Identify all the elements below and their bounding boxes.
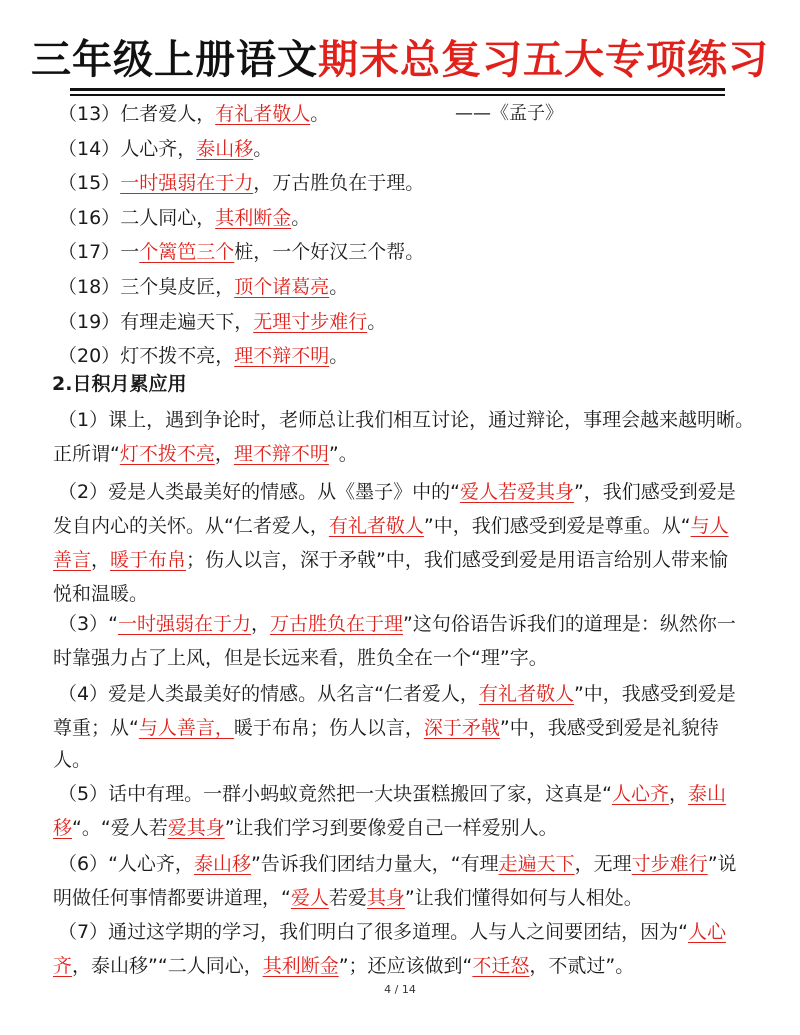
answer-blank: 不迁怒 (472, 955, 530, 977)
proverb-text: 桩，一个好汉三个帮。 (234, 241, 425, 264)
title-underline (70, 88, 725, 91)
answer-blank: 人心齐 (611, 783, 669, 805)
proverb-item (58, 304, 800, 340)
proverb-text: 。 (329, 276, 349, 298)
q6-line-1: （6）“人心齐，泰山移”告诉我们团结力量大，“有理走遍天下，无理寸步难行”说 (58, 853, 737, 875)
proverb-text: 。 (310, 103, 330, 125)
q7-line-2: 齐，泰山移”“二人同心，其利断金”；还应该做到“不迁怒，不贰过”。 (53, 955, 635, 977)
page-title (0, 30, 800, 90)
proverb-text: 人心齐， (120, 137, 197, 160)
proverb-item (58, 234, 800, 270)
proverb-text: 。 (329, 345, 349, 368)
proverb-number: （13） (58, 103, 121, 125)
answer-blank: 有礼者敬人 (328, 515, 424, 537)
q2-line-1: （2）爱是人类最美好的情感。从《墨子》中的“爱人若爱其身”，我们感受到爱是 (58, 481, 736, 503)
answer-blank: 移 (53, 817, 73, 839)
answer-blank: 其利断金 (215, 206, 292, 229)
answer-blank: 暖于布帛 (110, 549, 187, 571)
title-black-part: 三年级上册语文 (31, 37, 318, 83)
proverb-text: 。 (253, 137, 273, 160)
answer-blank: 一时强弱在于力 (117, 613, 251, 635)
page-number: 4 / 14 (384, 983, 416, 996)
answer-blank: 泰山 (687, 783, 726, 805)
source-citation: ——《孟子》 (455, 103, 563, 124)
q2-line-2: 发自内心的关怀。从“仁者爱人，有礼者敬人”中，我们感受到爱是尊重。从“与人 (53, 515, 729, 537)
q6-line-2: 明做任何事情都要讲道理，“爱人若爱其身”让我们懂得如何与人相处。 (53, 887, 643, 909)
answer-blank: 理不辩不明 (233, 443, 329, 465)
proverb-text: 三个臭皮匠， (120, 276, 235, 298)
proverb-text: 有理走遍天下， (120, 310, 254, 333)
proverb-item (58, 131, 800, 167)
answer-blank: 无理寸步难行 (253, 310, 368, 333)
answer-blank: 泰山移 (196, 137, 254, 160)
proverb-item (58, 96, 800, 132)
q4-line-1: （4）爱是人类最美好的情感。从名言“仁者爱人，有礼者敬人”中，我感受到爱是 (58, 683, 736, 705)
proverb-text: 二人同心， (120, 206, 216, 229)
proverb-text: 仁者爱人， (120, 103, 216, 125)
proverb-text: ，万古胜负在于理。 (253, 172, 425, 195)
answer-blank: 善言 (53, 549, 92, 571)
proverb-number: （20） (58, 345, 121, 368)
answer-blank: 与人 (690, 515, 729, 537)
answer-blank: 顶个诸葛亮 (234, 276, 330, 298)
answer-blank: 灯不拨不亮 (119, 443, 215, 465)
q2-line-4: 悦和温暖。 (53, 583, 149, 605)
answer-blank: 其身 (366, 887, 405, 909)
q5-line-1: （5）话中有理。一群小蚂蚁竟然把一大块蛋糕搬回了家，这真是“人心齐，泰山 (58, 783, 726, 805)
proverb-number: （17） (58, 241, 121, 264)
answer-blank: 爱人 (290, 887, 329, 909)
answer-blank: 有礼者敬人 (215, 103, 311, 125)
q2-line-3: 善言，暖于布帛；伤人以言，深于矛戟”中，我们感受到爱是用语言给别人带来愉 (53, 549, 728, 571)
answer-blank: 人心 (687, 921, 726, 943)
answer-blank: 有礼者敬人 (478, 683, 574, 705)
proverb-number: （18） (58, 276, 121, 298)
proverb-item (58, 200, 800, 236)
proverb-number: （19） (58, 310, 121, 333)
title-red-part: 期末总复习五大专项练习 (318, 37, 769, 83)
section-heading: 2.日积月累应用 (52, 373, 187, 395)
answer-blank: 其利断金 (262, 955, 339, 977)
q4-line-3: 人。 (53, 749, 92, 771)
proverb-item (58, 269, 800, 305)
answer-blank: 深于矛戟 (423, 717, 500, 739)
answer-blank: 爱人若爱其身 (459, 481, 574, 503)
answer-blank: 爱其身 (167, 817, 225, 839)
answer-blank: 万古胜负在于理 (269, 613, 403, 635)
q3-line-2: 时靠强力占了上风，但是长远来看，胜负全在一个“理”字。 (53, 647, 548, 669)
answer-blank: 寸步难行 (631, 853, 708, 875)
proverb-number: （15） (58, 172, 121, 195)
proverb-number: （14） (58, 137, 121, 160)
proverb-item (58, 165, 800, 201)
answer-blank: 齐 (53, 955, 73, 977)
proverb-number: （16） (58, 206, 121, 229)
answer-blank: 泰山移 (193, 853, 251, 875)
q1-line-1: （1）课上，遇到争论时，老师总让我们相互讨论，通过辩论，事理会越来越明晰。 (58, 409, 755, 431)
answer-blank: 个篱笆三个 (139, 241, 235, 264)
proverb-text: 一 (120, 241, 140, 264)
proverb-text: 灯不拨不亮， (120, 345, 235, 368)
answer-blank: 与人善言， (138, 717, 234, 739)
answer-blank: 一时强弱在于力 (120, 172, 254, 195)
q4-line-2: 尊重；从“与人善言，暖于布帛；伤人以言，深于矛戟”中，我感受到爱是礼貌待 (53, 717, 719, 739)
answer-blank: 理不辩不明 (234, 345, 330, 368)
q3-line-1: （3）“一时强弱在于力，万古胜负在于理”这句俗语告诉我们的道理是：纵然你一 (58, 613, 736, 635)
q7-line-1: （7）通过这学期的学习，我们明白了很多道理。人与人之间要团结，因为“人心 (58, 921, 726, 943)
proverb-text: 。 (291, 206, 311, 229)
proverb-text: 。 (367, 310, 387, 333)
answer-blank: 走遍天下 (498, 853, 575, 875)
q5-line-2: 移“。“爱人若爱其身”让我们学习到要像爱自己一样爱别人。 (53, 817, 558, 839)
q1-line-2: 正所谓“灯不拨不亮，理不辩不明”。 (53, 443, 358, 465)
